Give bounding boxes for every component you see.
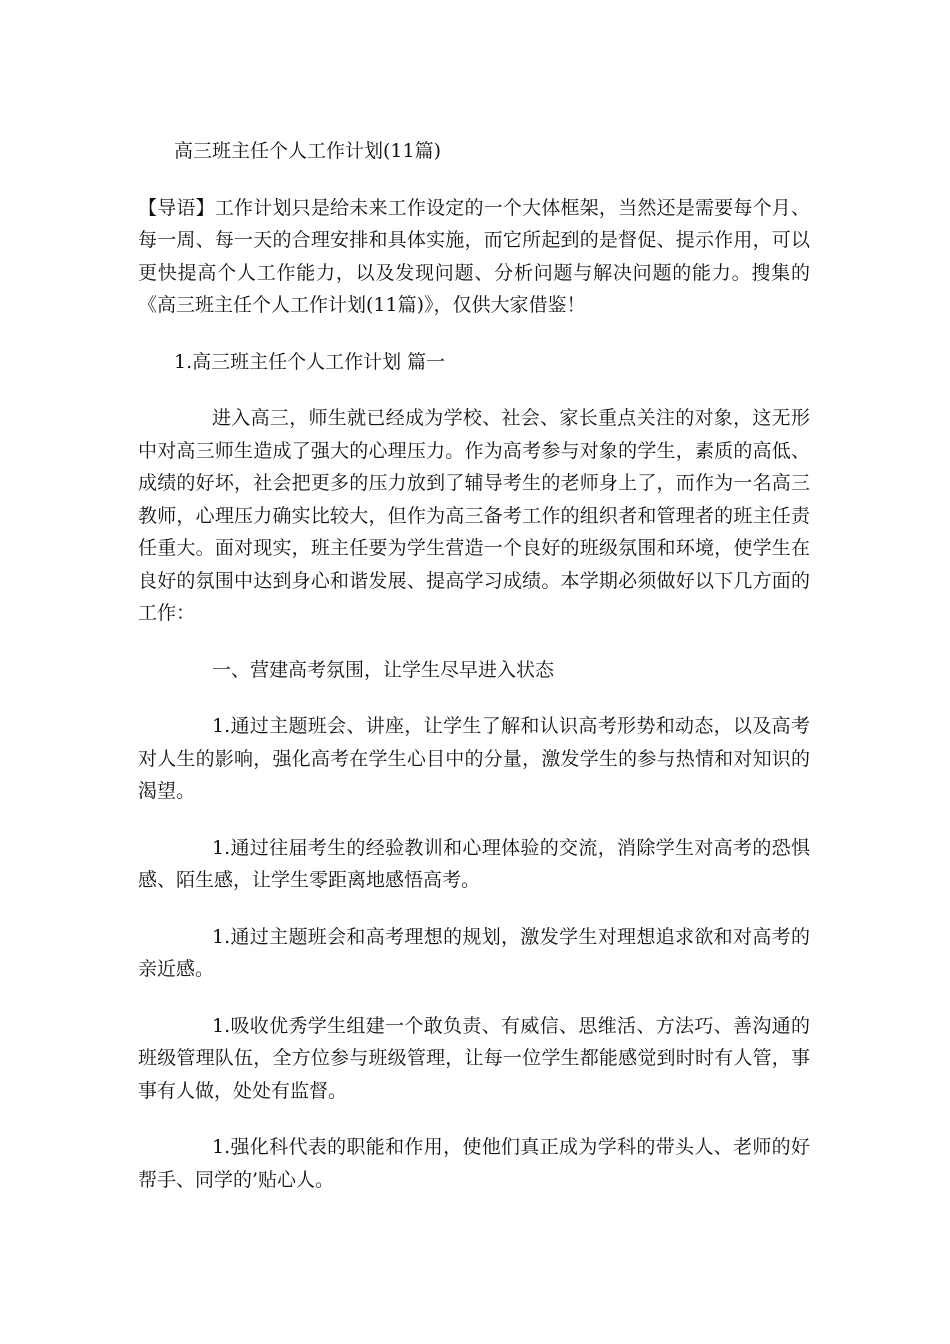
- list-item-4: 1.吸收优秀学生组建一个敢负责、有威信、思维活、方法巧、善沟通的班级管理队伍，全方位参与班级管理，让每一位学生都能感觉到时时有人管，事事有人做，处处有监督。: [138, 1014, 810, 1102]
- opening-paragraph: 进入高三，师生就已经成为学校、社会、家长重点关注的对象，这无形中对高三师生造成了强大的心理压力。作为高考参与对象的学生，素质的高低、成绩的好坏，社会把更多的压力放到了辅导考生的老师身上了，而作为一名高三教师，心理压力确实比较大，但作为高三备考工作的组织者和管理者的班主任责任重大。面对现实，班主任要为学生营造一个良好的班级氛围和环境，使学生在良好的氛围中达到身心和谐发展、提高学习成绩。本学期必须做好以下几方面的工作：: [138, 407, 810, 624]
- list-item-5: 1.强化科代表的职能和作用，使他们真正成为学科的带头人、老师的好帮手、同学的’贴心人。: [138, 1136, 810, 1191]
- list-item-2: 1.通过往届考生的经验教训和心理体验的交流，消除学生对高考的恐惧感、陌生感，让学生零距离地感悟高考。: [138, 836, 810, 891]
- list-item-1: 1.通过主题班会、讲座，让学生了解和认识高考形势和动态，以及高考对人生的影响，强化高考在学生心目中的分量，激发学生的参与热情和对知识的渴望。: [138, 715, 810, 802]
- list-item-3: 1.通过主题班会和高考理想的规划，激发学生对理想追求欲和对高考的亲近感。: [138, 925, 810, 980]
- subheading: 一、营建高考氛围，让学生尽早进入状态: [212, 658, 555, 681]
- intro-paragraph: 【导语】工作计划只是给未来工作设定的一个大体框架，当然还是需要每个月、每一周、每一天的合理安排和具体实施，而它所起到的是督促、提示作用，可以更快提高个人工作能力，以及发现问题、分析问题与解决问题的能力。搜集的《高三班主任个人工作计划(11篇)》，仅供大家借鉴！: [138, 196, 810, 316]
- document-title: 高三班主任个人工作计划(11篇): [174, 140, 442, 162]
- section-heading: 1.高三班主任个人工作计划 篇一: [174, 350, 446, 373]
